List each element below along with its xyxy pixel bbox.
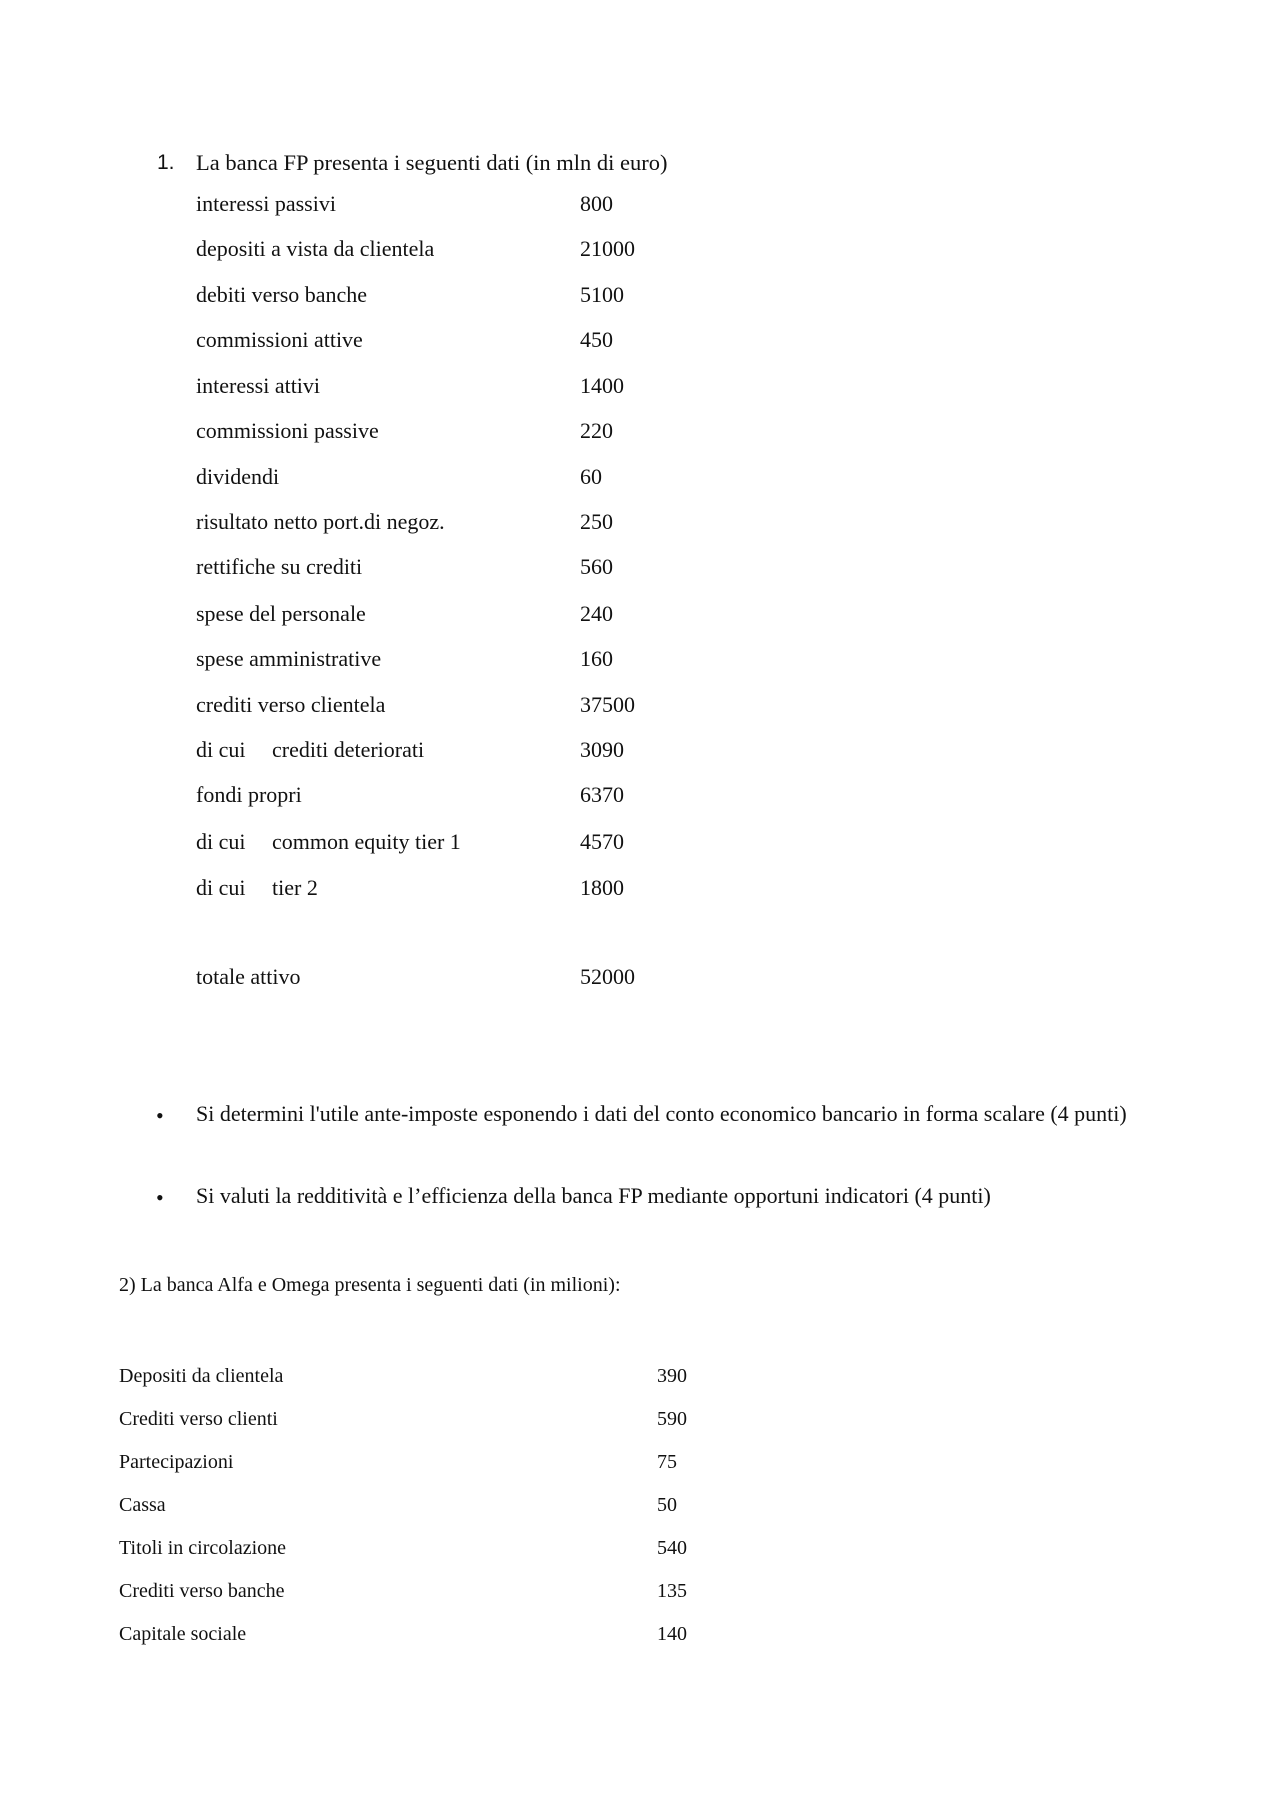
ex1-row-label: risultato netto port.di negoz. — [196, 509, 445, 534]
ex1-row-value: 560 — [580, 554, 613, 579]
ex1-row-value: 220 — [580, 418, 613, 443]
bullet-icon: • — [156, 1185, 164, 1210]
ex1-row-label: spese del personale — [196, 601, 366, 626]
ex1-row-prefix: di cui — [196, 829, 246, 854]
ex2-row-label: Partecipazioni — [119, 1451, 234, 1473]
ex1-row-label: spese amministrative — [196, 646, 382, 671]
ex1-row-value: 240 — [580, 601, 613, 626]
ex2-row-value: 50 — [657, 1494, 677, 1516]
ex1-row-label — [196, 875, 318, 901]
ex2-row-label: Capitale sociale — [119, 1623, 247, 1645]
ex1-row-value: 21000 — [580, 236, 635, 261]
ex1-row-value: 1400 — [580, 373, 624, 398]
ex2-row-label: Crediti verso banche — [119, 1580, 285, 1602]
ex2-row-value: 540 — [657, 1537, 687, 1559]
ex1-row-label: debiti verso banche — [196, 282, 368, 307]
ex2-row-value: 135 — [657, 1580, 687, 1602]
ex1-row-label: rettifiche su crediti — [196, 554, 363, 579]
ex1-row-prefix: di cui — [196, 737, 246, 762]
bullet-icon: • — [156, 1103, 164, 1128]
ex1-row-label: commissioni attive — [196, 327, 363, 352]
exercise1-number: 1. — [157, 151, 175, 174]
ex1-row-label: fondi propri — [196, 782, 302, 807]
bullet-item: Si valuti la redditività e l’efficienza della banca FP mediante opportuni indicatori (4 punti) — [196, 1183, 991, 1208]
ex1-row-label-text: tier 2 — [272, 875, 318, 900]
ex1-row-value: 800 — [580, 191, 613, 216]
ex1-row-prefix: di cui — [196, 875, 246, 900]
ex1-row-label — [196, 737, 424, 763]
bullet-item: Si determini l'utile ante-imposte esponendo i dati del conto economico bancario in forma scalare (4 punti) — [196, 1101, 1127, 1126]
ex1-row-label: commissioni passive — [196, 418, 379, 443]
ex2-row-label: Cassa — [119, 1494, 166, 1516]
ex1-row-label: depositi a vista da clientela — [196, 236, 435, 261]
ex1-row-value: 250 — [580, 509, 613, 534]
exercise1-heading: La banca FP presenta i seguenti dati (in mln di euro) — [196, 150, 668, 175]
ex1-row-value: 4570 — [580, 829, 624, 854]
ex2-row-value: 75 — [657, 1451, 677, 1473]
ex2-row-value: 390 — [657, 1365, 687, 1387]
ex2-row-value: 140 — [657, 1623, 687, 1645]
ex2-row-value: 590 — [657, 1408, 687, 1430]
ex1-row-value: 450 — [580, 327, 613, 352]
ex1-row-value: 5100 — [580, 282, 624, 307]
exercise2-heading: 2) La banca Alfa e Omega presenta i seguenti dati (in milioni): — [119, 1274, 621, 1296]
ex1-row-label — [196, 829, 461, 855]
ex2-row-label: Titoli in circolazione — [119, 1537, 287, 1559]
ex1-row-label: dividendi — [196, 464, 280, 489]
ex1-row-label: interessi passivi — [196, 191, 336, 216]
ex2-row-label: Crediti verso clienti — [119, 1408, 278, 1430]
ex2-row-label: Depositi da clientela — [119, 1365, 284, 1387]
ex1-row-value: 1800 — [580, 875, 624, 900]
ex1-row-value: 6370 — [580, 782, 624, 807]
ex1-row-label-text: crediti deteriorati — [272, 737, 425, 762]
ex1-row-label: interessi attivi — [196, 373, 321, 398]
ex1-row-value: 37500 — [580, 692, 635, 717]
ex1-row-value: 160 — [580, 646, 613, 671]
ex1-row-label-text: common equity tier 1 — [272, 829, 461, 854]
ex1-row-label: crediti verso clientela — [196, 692, 386, 717]
ex1-row-label: totale attivo — [196, 964, 301, 989]
ex1-row-value: 60 — [580, 464, 602, 489]
ex1-row-value: 3090 — [580, 737, 624, 762]
ex1-row-value: 52000 — [580, 964, 635, 989]
